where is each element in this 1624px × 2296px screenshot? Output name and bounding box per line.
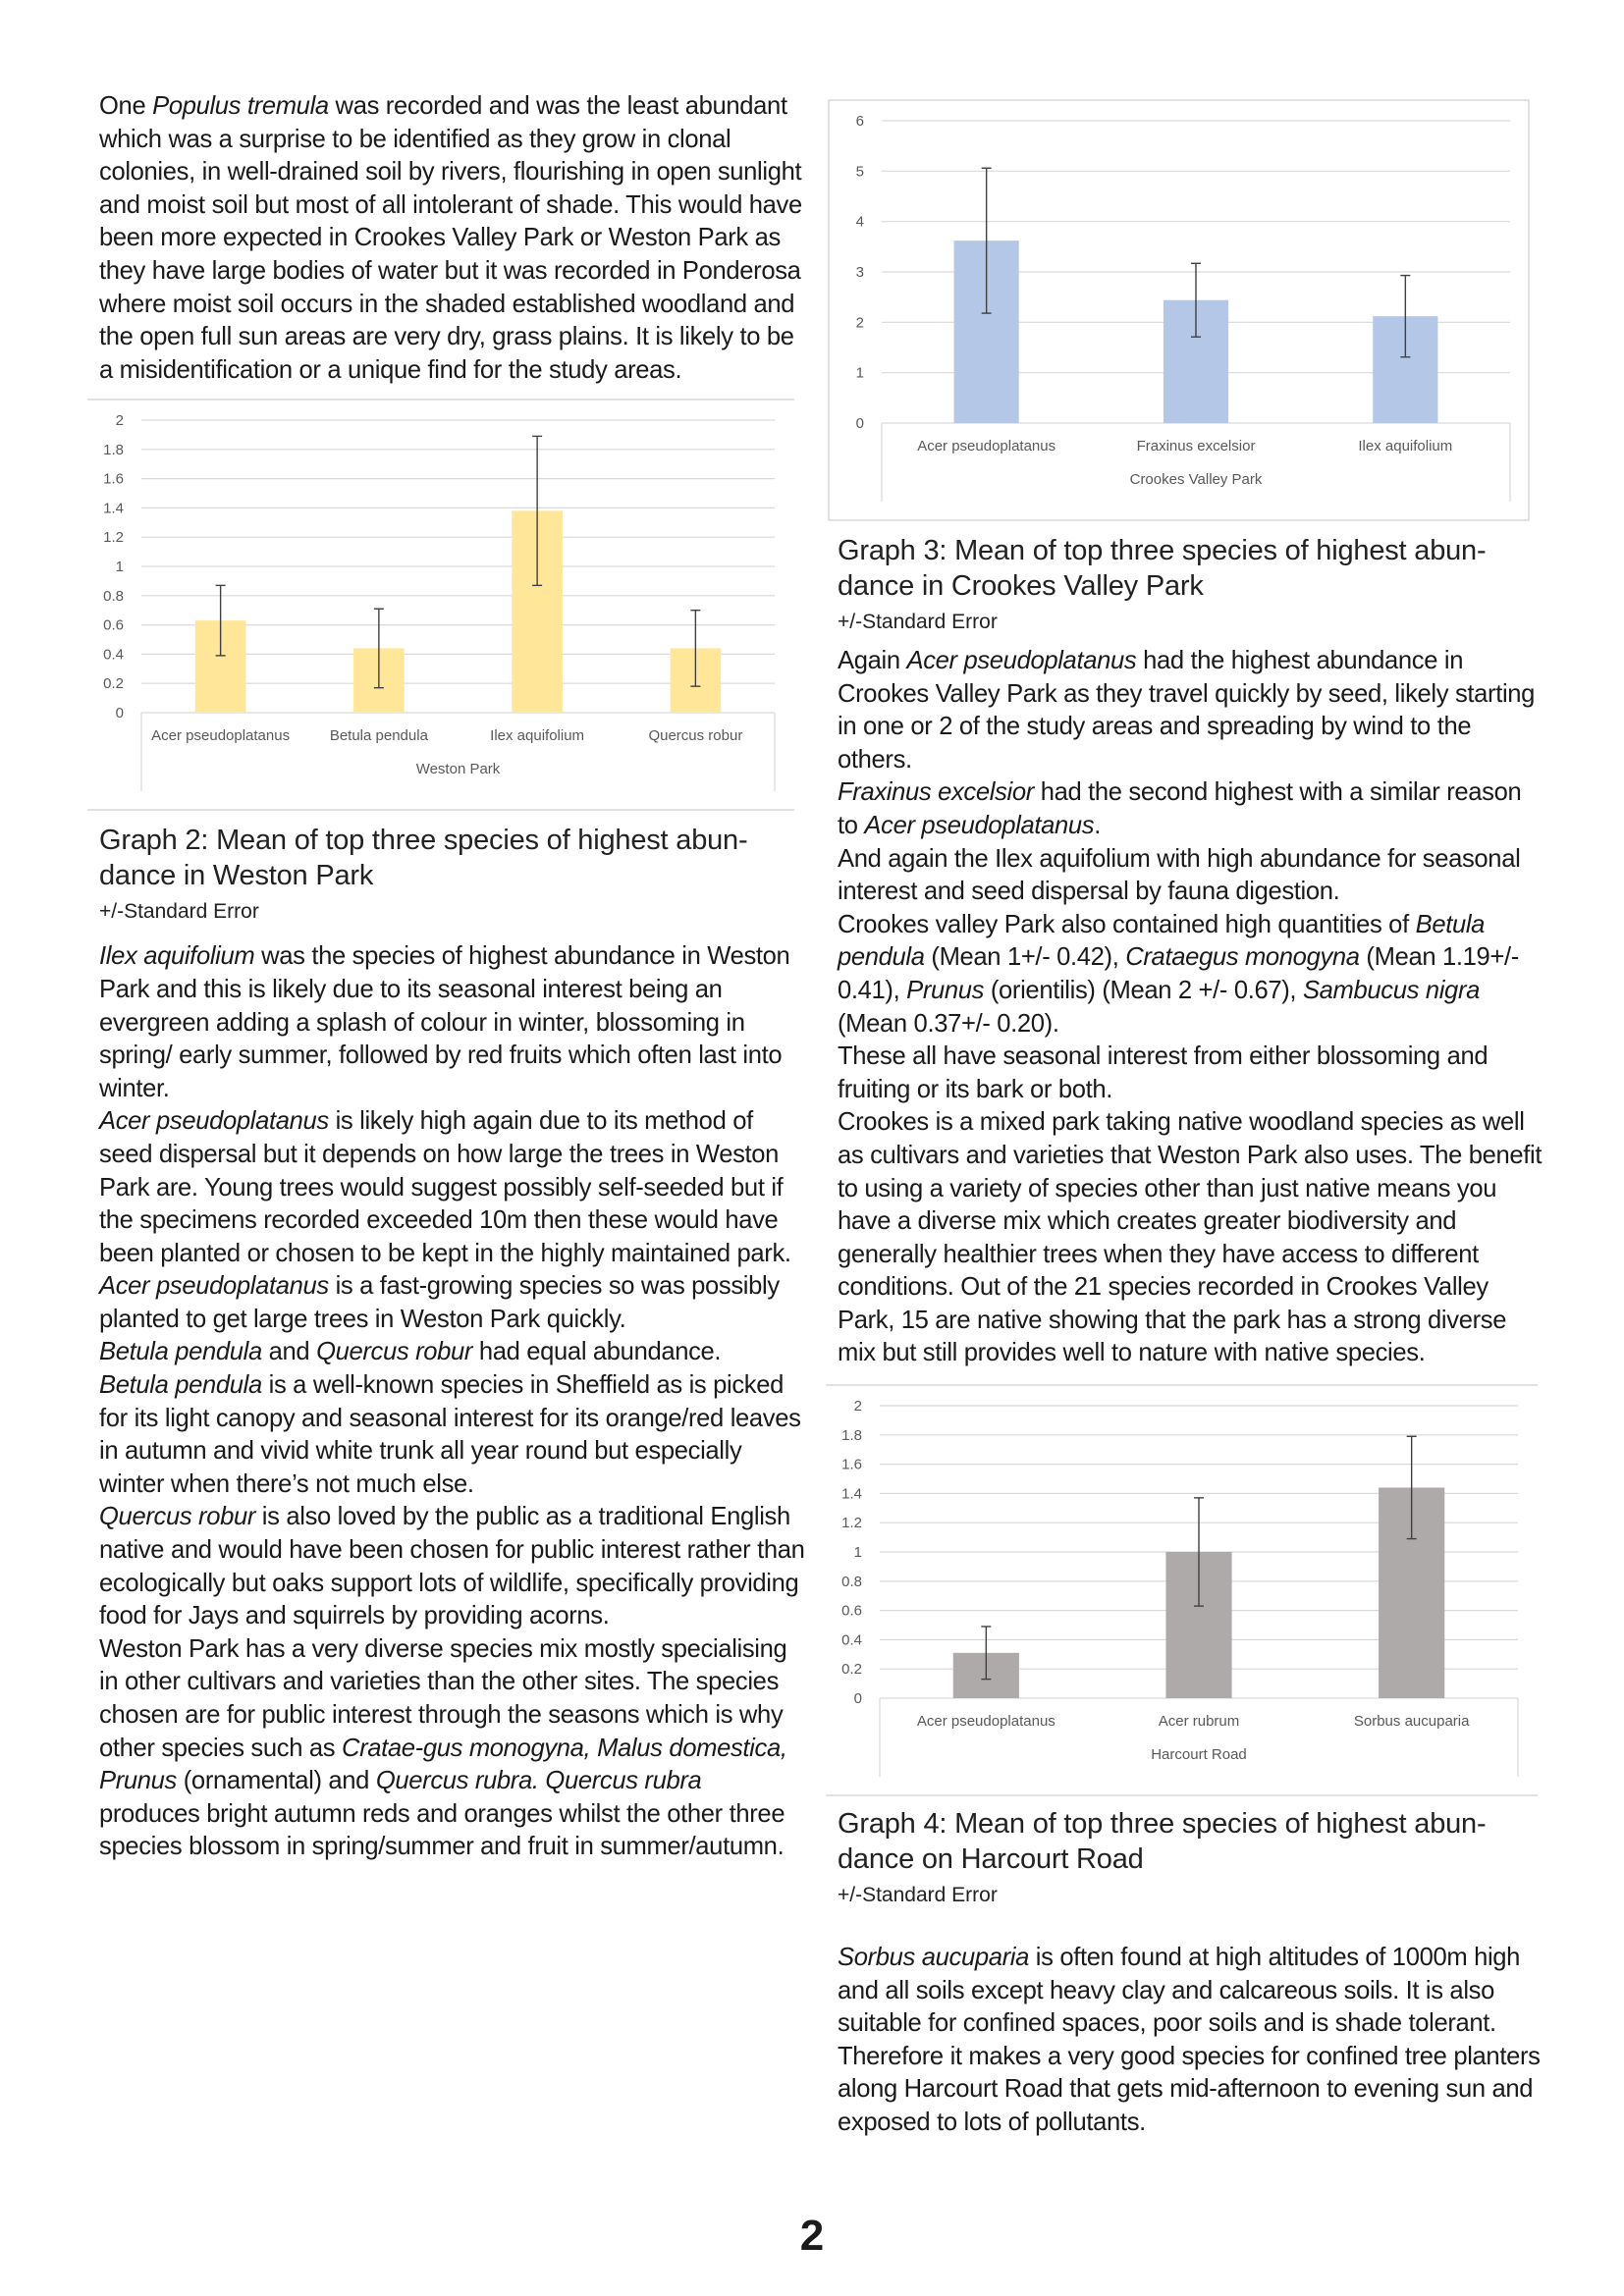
y-tick-label: 0 — [853, 1690, 862, 1708]
y-tick-label: 1 — [115, 559, 124, 576]
right-column — [838, 99, 1544, 2140]
graph2-svg — [87, 399, 794, 811]
species-name: Sambucus nigra — [1302, 976, 1480, 1004]
y-tick-label: 1.6 — [103, 470, 124, 488]
paragraph: Betula pendula and Quercus robur had equal abundance. — [99, 1338, 722, 1366]
y-tick-label: 0 — [115, 705, 124, 722]
closing-text — [838, 1942, 1544, 2140]
paragraph: Weston Park has a very diverse species mix mostly specialising in other cultivars and varieties than the other sites. The species chosen are for public interest through the seasons which is why other species such as Cratae-gus monogyna, Malus domestica, Prunus (ornamental) and Quercus rubra. Quercus rubra produces bright autumn reds and oranges whilst the other three species blossom in spring/summer and fruit in summer/autumn. — [99, 1634, 787, 1861]
left-column — [99, 90, 806, 1864]
species-name: Populus tremula — [152, 92, 329, 120]
species-name: Quercus robur — [316, 1338, 473, 1366]
species-name: Fraxinus excelsior — [838, 778, 1034, 807]
intro-paragraph: One Populus tremula was recorded and was the least abundant which was a surprise to be identified as they grow in clonal colonies, in well-drained soil by rivers, flourishing in open sunlight and moist soil but most of all intolerant of shade. This would have been more expected in Crookes Valley Park or Weston Park as they have large bodies of water but it was recorded in Ponderosa where moist soil occurs in the shaded established woodland and the open full sun areas are very dry, grass plains. It is likely to be a misidentification or a unique find for the study areas. — [99, 92, 802, 384]
y-tick-label: 1.8 — [841, 1426, 862, 1444]
species-name: Acer pseudoplatanus — [99, 1272, 329, 1301]
y-tick-label: 1 — [853, 1544, 862, 1562]
x-axis-label: Crookes Valley Park — [1129, 471, 1263, 488]
y-tick-label: 6 — [855, 113, 864, 130]
paragraph: And again the Ilex aquifolium with high abundance for seasonal interest and seed dispersal by fauna digestion. — [838, 844, 1521, 906]
x-axis-label: Weston Park — [415, 761, 501, 778]
y-tick-label: 0.8 — [841, 1573, 862, 1590]
category-label: Ilex aquifolium — [490, 727, 585, 745]
y-tick-label: 5 — [855, 163, 864, 181]
y-tick-label: 0 — [855, 415, 864, 432]
graph3-subcaption: +/-Standard Error — [838, 611, 998, 633]
category-label: Sorbus aucuparia — [1353, 1713, 1470, 1731]
species-name: Betula pendula — [838, 910, 1486, 972]
y-tick-label: 2 — [115, 412, 124, 430]
y-tick-label: 0.6 — [841, 1602, 862, 1620]
category-label: Ilex aquifolium — [1358, 438, 1453, 454]
category-label: Acer pseudoplatanus — [151, 727, 291, 745]
paragraph: Ilex aquifolium was the species of highest abundance in Weston Park and this is likely due to its seasonal interest being an evergreen adding a splash of colour in winter, blossoming in spring/ early summer, followed by red fruits which often last into winter. — [99, 942, 790, 1102]
species-name: Sorbus aucuparia — [838, 1944, 1030, 1972]
y-tick-label: 1.4 — [841, 1485, 862, 1503]
graph3-svg — [828, 99, 1530, 521]
paragraph: Sorbus aucuparia is often found at high altitudes of 1000m high and all soils except heavy clay and calcareous soils. It is also suitable for confined spaces, poor soils and is shade tolerant. Therefore it makes a very good species for confined tree planters along Harcourt Road that gets mid-afternoon to evening sun and exposed to lots of pollutants. — [838, 1944, 1541, 2137]
species-name: Acer pseudoplatanus — [864, 811, 1095, 839]
page-number: 2 — [799, 2212, 825, 2260]
bar — [1379, 1436, 1444, 1698]
bar — [1165, 1498, 1231, 1698]
right-body-text — [838, 645, 1544, 1370]
category-label: Quercus robur — [648, 727, 743, 745]
y-tick-label: 4 — [855, 213, 864, 231]
y-tick-label: 0.8 — [103, 588, 124, 606]
paragraph: Fraxinus excelsior had the second highest with a similar reason to Acer pseudoplatanus. — [838, 778, 1522, 839]
category-label: Acer pseudoplatanus — [916, 1713, 1056, 1731]
category-label: Betula pendula — [329, 727, 428, 745]
bar — [195, 586, 246, 714]
y-tick-label: 1.2 — [841, 1515, 862, 1532]
y-tick-label: 2 — [853, 1398, 862, 1415]
species-name: Prunus — [906, 976, 985, 1004]
paragraph: Crookes valley Park also contained high quantities of Betula pendula (Mean 1+/- 0.42), Crataegus monogyna (Mean 1.19+/- 0.41), Prunus (orientilis) (Mean 2 +/- 0.67), Sambucus nigra (Mean 0.37+/- 0.20). — [838, 910, 1519, 1038]
graph3-chart — [828, 99, 1544, 521]
species-name: Crataegus monogyna — [1125, 943, 1360, 972]
bar — [953, 1627, 1019, 1698]
species-name: Acer pseudoplatanus — [906, 647, 1137, 674]
graph4-caption: Graph 4: Mean of top three species of highest abun-dance on Harcourt Road — [838, 1808, 1487, 1876]
y-tick-label: 0.4 — [103, 646, 124, 664]
category-label: Acer rubrum — [1158, 1713, 1240, 1731]
y-tick-label: 1 — [855, 364, 864, 382]
y-tick-label: 1.6 — [841, 1456, 862, 1473]
species-name: Quercus rubra. Quercus rubra — [375, 1767, 702, 1795]
y-tick-label: 0.2 — [103, 675, 124, 693]
paragraph: Again Acer pseudoplatanus had the highest abundance in Crookes Valley Park as they travel quickly by seed, likely starting in one or 2 of the study areas and spreading by wind to the others. — [838, 647, 1536, 774]
paragraph: Betula pendula is a well-known species in Sheffield as is picked for its light canopy and seasonal interest for its orange/red leaves in autumn and vivid white trunk all year round but especially winter when there’s not much else. — [99, 1371, 801, 1498]
graph2-subcaption: +/-Standard Error — [99, 900, 259, 924]
y-tick-label: 3 — [855, 264, 864, 281]
y-tick-label: 1.2 — [103, 529, 124, 547]
left-body-text — [99, 940, 806, 1864]
y-tick-label: 1.4 — [103, 500, 124, 517]
species-name: Cratae-gus monogyna, Malus domestica, Prunus — [99, 1734, 787, 1795]
species-name: Betula pendula — [99, 1371, 262, 1400]
bar — [512, 437, 563, 714]
graph4-svg — [826, 1384, 1538, 1796]
paragraph: Quercus robur is also loved by the public as a traditional English native and would have been chosen for public interest rather than ecologically but oaks support lots of wildlife, specifically providing food for Jays and squirrels by providing acorns. — [99, 1503, 805, 1630]
y-tick-label: 1.8 — [103, 442, 124, 459]
graph4-chart — [826, 1384, 1544, 1796]
y-tick-label: 0.6 — [103, 616, 124, 634]
y-tick-label: 2 — [855, 314, 864, 332]
species-name: Ilex aquifolium — [99, 942, 255, 971]
bar — [671, 611, 722, 713]
paragraph: These all have seasonal interest from either blossoming and fruiting or its bark or both. — [838, 1042, 1489, 1103]
species-name: Quercus robur — [99, 1503, 256, 1531]
x-axis-label: Harcourt Road — [1151, 1746, 1247, 1764]
graph2-caption: Graph 2: Mean of top three species of highest abun-dance in Weston Park — [99, 825, 748, 892]
paragraph: Acer pseudoplatanus is likely high again due to its method of seed dispersal but it depends on how large the trees in Weston Park are. Young trees would suggest possibly self-seeded but if the specimens recorded exceeded 10m then these would have been planted or chosen to be kept in the highly maintained park. Acer pseudoplatanus is a fast-growing species so was possibly planted to get large trees in Weston Park quickly. — [99, 1107, 791, 1333]
species-name: Acer pseudoplatanus — [99, 1107, 329, 1136]
category-label: Acer pseudoplatanus — [917, 438, 1056, 454]
paragraph: Crookes is a mixed park taking native woodland species as well as cultivars and varieties that Weston Park also uses. The benefit to using a variety of species other than just native means you have a diverse mix which creates greater biodiversity and generally healthier trees when they have access to different conditions. Out of the 21 species recorded in Crookes Valley Park, 15 are native showing that the park has a strong diverse mix but still provides well to nature with native species. — [838, 1108, 1543, 1367]
y-tick-label: 0.2 — [841, 1661, 862, 1679]
y-tick-label: 0.4 — [841, 1631, 862, 1649]
category-label: Fraxinus excelsior — [1136, 438, 1256, 454]
graph4-subcaption: +/-Standard Error — [838, 1884, 998, 1907]
graph2-chart — [87, 399, 809, 811]
graph3-caption: Graph 3: Mean of top three species of highest abun-dance in Crookes Valley Park — [838, 535, 1487, 602]
species-name: Betula pendula — [99, 1338, 262, 1366]
